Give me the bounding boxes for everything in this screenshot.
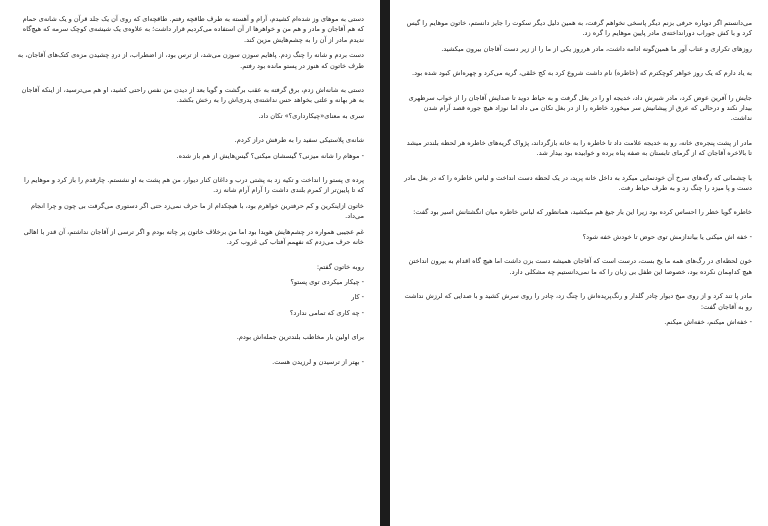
paragraph: سری به معنای«چیکارداری؟» تکان داد. (258, 111, 364, 120)
dialogue-line: - چیکار میکردی توی پستو؟ (290, 277, 364, 286)
dialogue-line: - کار (351, 293, 364, 302)
dialogue-line: - خفه اش میکنی یا بیاندازمش توی حوض تا خودش خفه شود؟ (582, 232, 752, 241)
paragraph: مادر از پشت پنجره‌ی خانه، رو به خدیجه علامت داد تا خاطره را به خانه بازگرداند، پژواک گریه‌های خاطره هر لحظه بلندتر میشد تا بالاخره آقاجان که از گرمای تابستان به صفه پناه برده و خوابیده بود بیدار شد. (406, 138, 752, 158)
right-page (390, 0, 768, 526)
paragraph: با چشمانی که رگه‌های سرخ آن خودنمایی میکرد به داخل خانه پرید، در یک لحظه دست انداخت و لباس خاطره را که در بغل مادر دست و پا میزد را چنگ زد و به طرف حیاط رفت. (404, 173, 752, 193)
paragraph: دست بردم و شانه را چنگ زدم. پاهایم سوزن سوزن می‌شد، از ترس بود، از اضطراب، از دردِ چشیدن مزه‌ی کتک‌های آقاجان، به طرف خاتون که هنوز در پستو مانده بود رفتم. (17, 51, 364, 70)
paragraph: می‌دانستم اگر دوباره حرفی بزنم دیگر پاسخی نخواهم گرفت، به همین دلیل دیگر سکوت را جایز دانستم، خاتون موهایم را گیس کرد و با کش جوراب دورانداخته‌ی مادر پایین موهایم را گره زد. (406, 19, 752, 38)
paragraph: جایش را آفرین عوض کرد، مادر شیرش داد، خدیجه او را در بغل گرفت و به حیاط دوید تا صدایش آقاجان را از خواب سرظهری بیدار نکند و درحالی که عرق از پیشانیش سر میخورد خاطره را از در بغل تکان می داد اما نوزاد هیچ جوره قصد آرام شدن نداشت. (408, 93, 752, 123)
dialogue-line: - بهتر از ترسیدن و لرزیدن هست. (272, 357, 364, 366)
paragraph: خاتون ازاینکرین و کم حرفترین خواهرم بود، با هیچکدام از ما حرف نمی‌زد حتی اگر دستوری می‌گرفت بی چون و چرا انجام می‌داد. (30, 201, 364, 221)
paragraph: روزهای تکراری و عتاب آور ما همین‌گونه ادامه داشت، مادر هرروز یکی از ما را از زیر دست آقاجان بیرون میکشید. (441, 44, 752, 53)
left-page (0, 0, 380, 526)
paragraph: مادر پا تند کرد و از روی میخ دیوار چادر گلدار و رنگ‌پریده‌اش را چنگ زد، چادر را روی سرش کشید و با صدایی که لرزش نداشت رو به آقاجان گفت: (404, 292, 752, 311)
paragraph: دستی به شانه‌اش زدم، برق گرفته به عقب برگشت و گویا بعد از دیدن من نفس راحتی کشید، او هم می‌ترسید، از اینکه آقاجان به هر بهانه و علتی بخواهد حس نداشته‌ی پدری‌اش را به رخش بکشد. (21, 86, 364, 105)
paragraph: شانه‌ی پلاستیکی سفید را به طرفش دراز کردم. (234, 136, 364, 145)
paragraph: روبه خاتون گفتم: (316, 262, 364, 271)
paragraph: خاطره گویا خطر را احساس کرده بود زیرا این بار جیغ هم میکشید، همانطور که لباس خاطره میان انگشتانش اسیر بود گفت: (413, 208, 752, 217)
dialogue-line: - خفه‌اش میکنم، خفه‌اش میکنم. (664, 317, 752, 326)
paragraph: غم عجیبی همواره در چشم‌هایش هویدا بود اما من برخلاف خاتون پر چانه بودم و اگر ترسی از آقاجان نداشتم، آن قدر با اهالی خانه حرف می‌زدم که نفهمم آفتاب کی غروب کرد. (23, 227, 364, 247)
paragraph: پرده ی پستو را انداخت و تکیه زد به پشتی درب و داغان کنار دیوار، من هم پشت به او نشستم. چارقدم را باز کرد و موهایم را که تا پایین‌تر از کمرم بلندی داشت را آرام آرام شانه زد. (24, 176, 364, 195)
page-gutter (380, 0, 390, 526)
paragraph: دستی به موهای وز شده‌ام کشیدم، آرام و آهسته به طرف طاقچه رفتم. طاقچه‌ای که روی آن یک جلد قرآن و یک شانه‌ی حمام که هم آقاجان و مادر و هم من و خواهرها از آن استفاده می‌کردیم قرار داشت؛ به علاوه‌ی یک شیشه‌ی کوچک سرمه که هیچ‌گاه ندیدم مادر از آن را به چشم‌هایش مزین کند. (22, 15, 364, 44)
paragraph: برای اولین بار مخاطب بلندترین جمله‌اش بودم. (236, 333, 364, 342)
paragraph: به یاد دارم که یک روز خواهر کوچکترم که (خاطره) نام داشت شروع کرد به کج خلقی، گریه می‌کرد و چهره‌اش کبود شده بود. (411, 69, 752, 78)
paragraph: خون لحظه‌ای در رگ‌های همه ما یخ بست، درست است که آقاجان همیشه دست بزن داشت اما هیچ گاه اقدام به بیرون انداختن هیچ کدامِمان نکرده بود، خصوصا این طفل بی زبان را که ما نمی‌دانستیم چه مشکلی دارد. (408, 257, 752, 276)
dialogue-line: - چه کاری که تمامی ندارد؟ (289, 308, 364, 317)
dialogue-line: - موهام را شانه میزنی؟ گیسشان میکنی؟ گیس‌هایش از هم باز شده. (176, 151, 364, 160)
